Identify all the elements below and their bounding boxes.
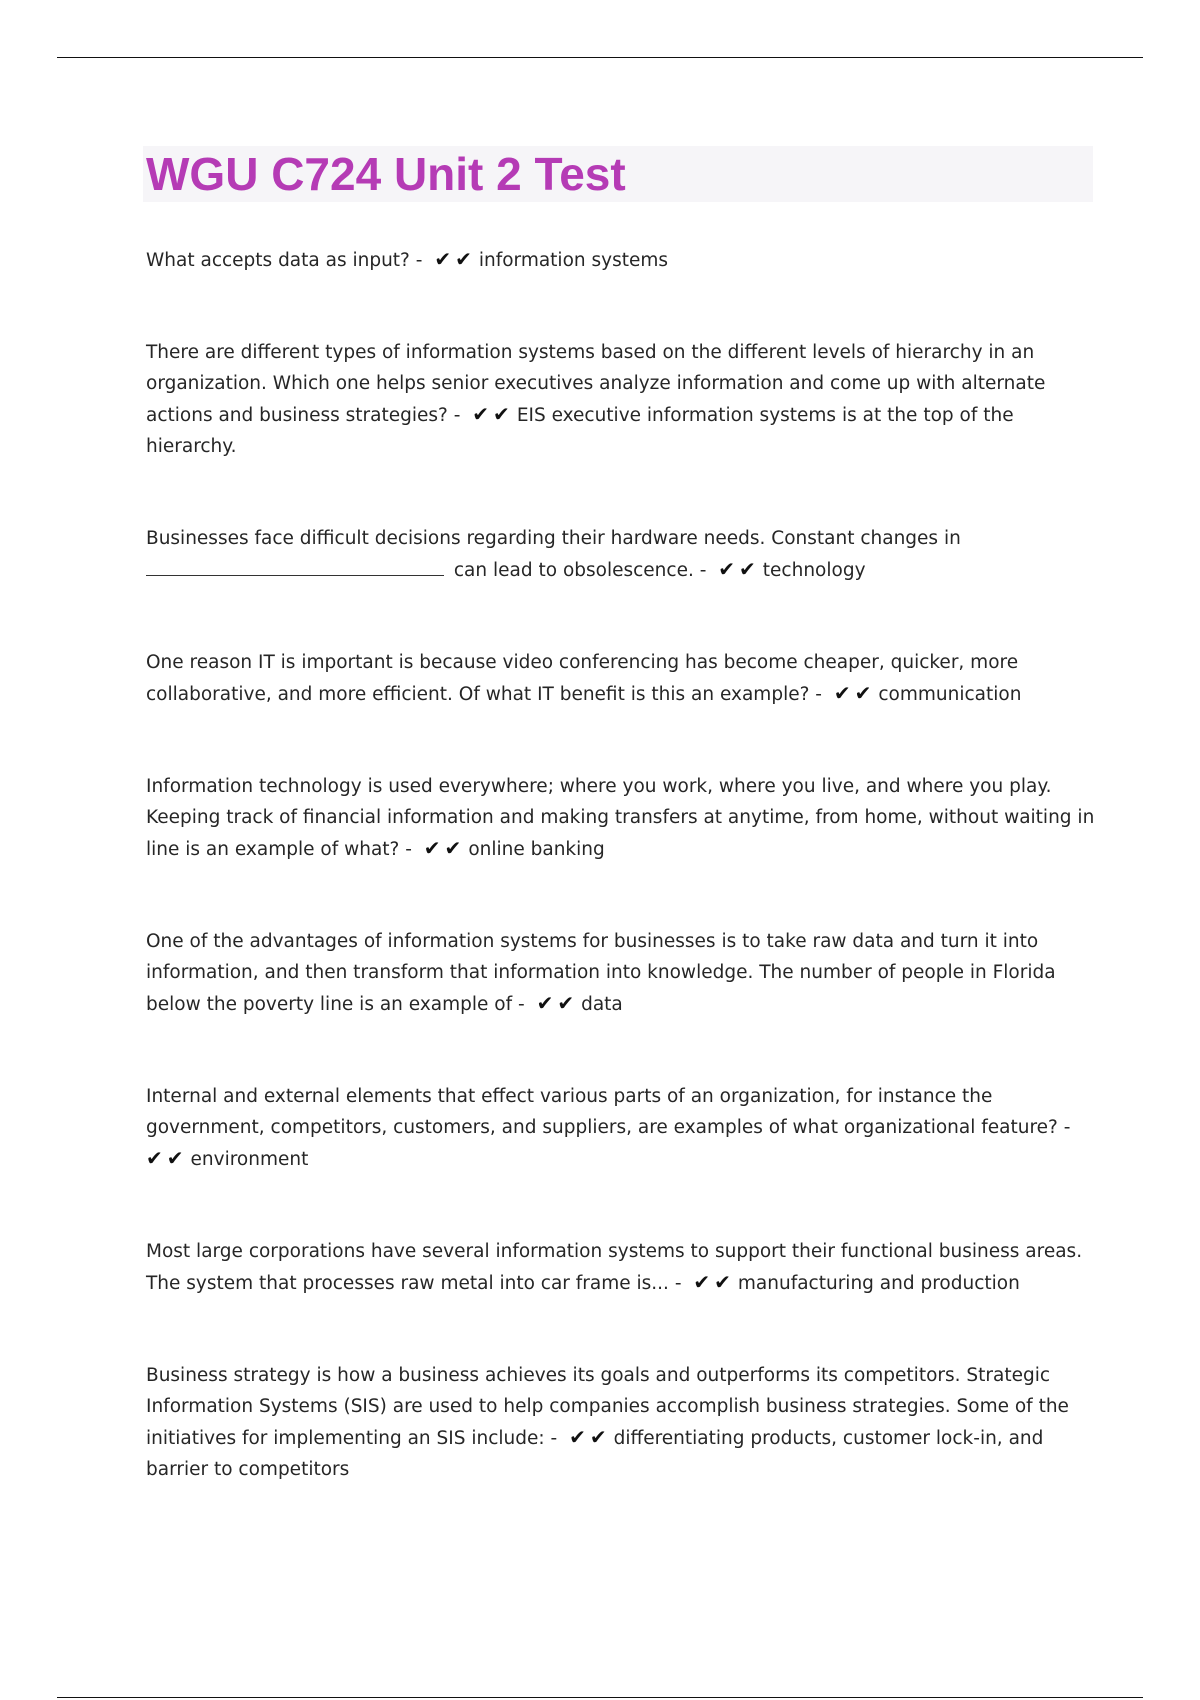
answer-text: online banking xyxy=(468,839,605,860)
double-check-icon: ✔✔ xyxy=(569,1425,611,1449)
separator: - xyxy=(399,839,418,860)
answer-text: differentiating products, customer lock-in, and barrier to competitors xyxy=(146,1428,1044,1480)
page-title: WGU C724 Unit 2 Test xyxy=(146,148,626,200)
separator: - xyxy=(668,1273,688,1294)
question-text: Businesses face difficult decisions regarding their hardware needs. Constant changes in xyxy=(146,528,961,549)
double-check-icon: ✔✔ xyxy=(434,247,476,271)
question-text-continued: can lead to obsolescence. xyxy=(453,560,694,581)
separator: - xyxy=(693,560,713,581)
double-check-icon: ✔✔ xyxy=(146,1146,188,1170)
separator: - xyxy=(1057,1117,1071,1138)
fill-in-blank xyxy=(146,555,444,576)
double-check-icon: ✔✔ xyxy=(718,557,760,581)
answer-text: environment xyxy=(190,1149,309,1170)
question-text: What accepts data as input? xyxy=(146,250,410,271)
double-check-icon: ✔✔ xyxy=(423,836,466,860)
qa-item-3 xyxy=(146,523,1096,586)
qa-item-8 xyxy=(146,1236,1096,1299)
qa-item-2 xyxy=(146,337,1096,462)
question-text: Information technology is used everywhere; where you work, where you live, and where you play. Keeping track of financial information and making transfers at anytime, from home, without waiting in line is an example of what? xyxy=(146,776,1095,860)
separator: - xyxy=(809,684,828,705)
header-rule xyxy=(57,57,1143,58)
answer-text: technology xyxy=(762,560,866,581)
answer-text: EIS executive information systems is at the top of the hierarchy. xyxy=(146,405,1014,457)
question-text: Internal and external elements that effect various parts of an organization, for instance the government, competitors, customers, and suppliers, are examples of what organizational feature? xyxy=(146,1086,1058,1138)
qa-item-5 xyxy=(146,771,1096,865)
separator: - xyxy=(544,1428,564,1449)
answer-text: information systems xyxy=(478,250,669,271)
question-text: One reason IT is important is because video conferencing has become cheaper, quicker, more collaborative, and more efficient. Of what IT benefit is this an example? xyxy=(146,652,1019,705)
double-check-icon: ✔✔ xyxy=(536,991,579,1015)
separator: - xyxy=(409,250,429,271)
qa-item-4 xyxy=(146,647,1096,710)
separator: - xyxy=(447,405,467,426)
question-text: Most large corporations have several information systems to support their functional business areas. The system that processes raw metal into car frame is... xyxy=(146,1241,1083,1294)
footer-rule xyxy=(57,1697,1143,1698)
qa-item-1 xyxy=(146,244,1096,276)
double-check-icon: ✔✔ xyxy=(693,1270,735,1294)
double-check-icon: ✔✔ xyxy=(833,681,876,705)
answer-text: communication xyxy=(878,684,1022,705)
qa-item-9 xyxy=(146,1360,1096,1485)
double-check-icon: ✔✔ xyxy=(472,402,514,426)
answer-text: manufacturing and production xyxy=(737,1273,1020,1294)
separator: - xyxy=(512,994,531,1015)
question-text: There are different types of information systems based on the different levels of hierarchy in an organization. Which one helps senior executives analyze information and come up with alternate actions and business strategies? xyxy=(146,342,1046,426)
qa-item-6 xyxy=(146,926,1096,1020)
question-text: Business strategy is how a business achieves its goals and outperforms its competitors. Strategic Information Systems (SIS) are used to help companies accomplish business strategies. Some of the initiatives for implementing an SIS include: xyxy=(146,1365,1069,1449)
qa-list xyxy=(146,244,1096,1546)
question-text: One of the advantages of information systems for businesses is to take raw data and turn it into information, and then transform that information into knowledge. The number of people in Florida below the poverty line is an example of xyxy=(146,931,1056,1015)
answer-text: data xyxy=(581,994,623,1015)
qa-item-7 xyxy=(146,1081,1096,1175)
